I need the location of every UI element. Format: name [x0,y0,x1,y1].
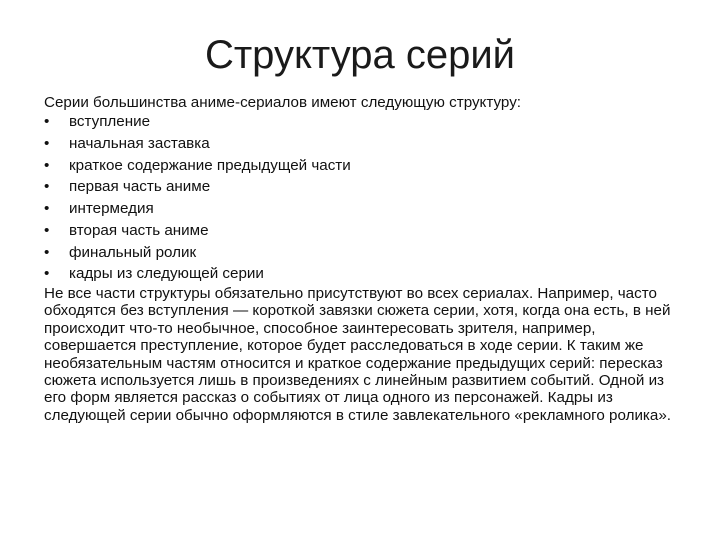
list-item-text: финальный ролик [69,243,197,261]
bullet-icon: • [44,200,50,218]
list-item [44,220,684,242]
list-item [44,242,684,264]
list-item [44,155,684,177]
structure-list [44,111,684,285]
bullet-icon: • [44,178,50,196]
bullet-icon: • [44,113,50,131]
list-item-text: вторая часть аниме [69,221,209,239]
list-item-text: первая часть аниме [69,178,211,196]
list-item [44,133,684,155]
list-item-text: кадры из следующей серии [69,265,264,283]
list-item-text: вступление [69,113,151,131]
list-item-text: интермедия [69,200,154,218]
list-item [44,176,684,198]
list-item [44,263,684,285]
bullet-icon: • [44,135,50,153]
list-item-text: начальная заставка [69,135,210,153]
list-item [44,111,684,133]
bullet-icon: • [44,265,50,283]
list-item [44,198,684,220]
bullet-icon: • [44,156,50,174]
bullet-icon: • [44,243,50,261]
intro-text: Серии большинства аниме-сериалов имеют следующую структуру: [44,94,522,111]
slide-body [44,94,684,424]
slide-title: Структура серий [204,33,516,77]
bullet-icon: • [44,221,50,239]
body-paragraph: Не все части структуры обязательно присутствуют во всех сериалах. Например, часто обходятся без вступления — короткой завязки сюжета серии, хотя, когда она есть, в ней происходит что-то необычное, способное заинтересовать зрителя, например, совершается преступление, которое будет расследоваться в ходе серии. К таким же необязательным частям относится и краткое содержание предыдущих серий: пересказ сюжета используется лишь в произведениях с линейным развитием событий. Одной из его форм является рассказ о событиях от лица одного из персонажей. Кадры из следующей серии обычно оформляются в стиле завлекательного «рекламного ролика». [44,284,672,424]
list-item-text: краткое содержание предыдущей части [69,156,351,174]
